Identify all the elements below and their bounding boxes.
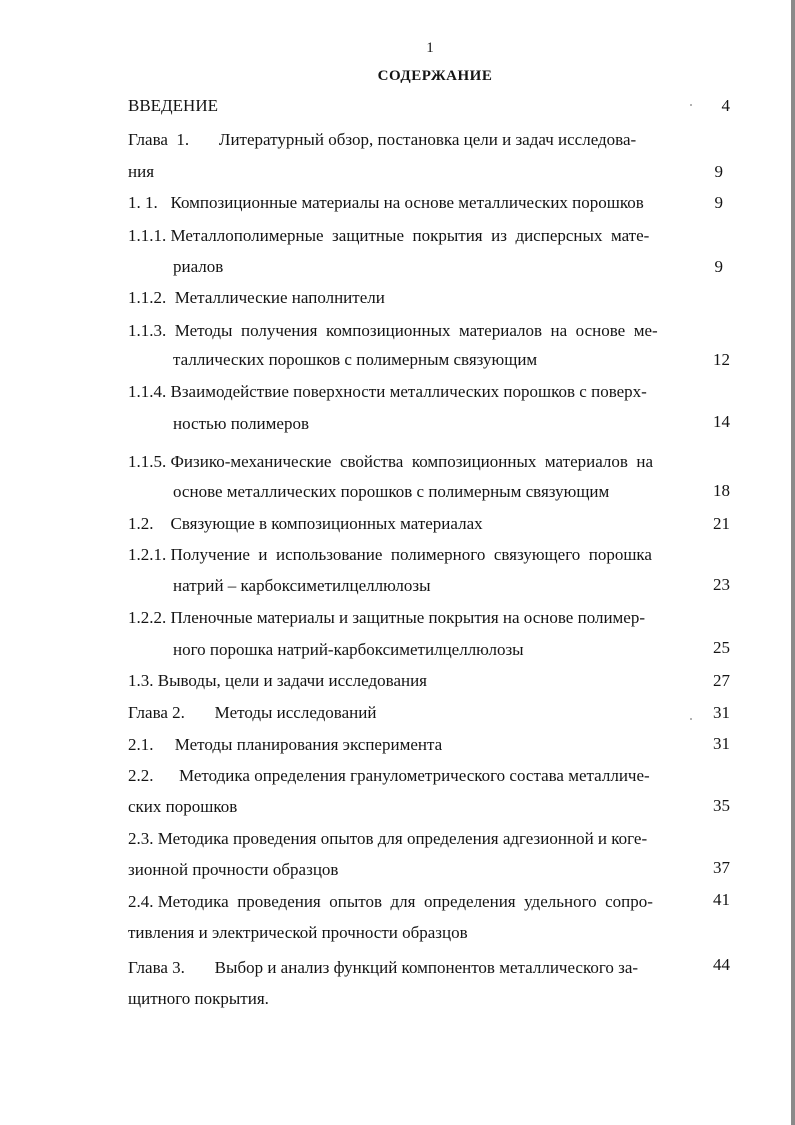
toc-entry-text: 1.1.2. Металлические наполнители <box>128 288 385 307</box>
toc-entry-text: таллических порошков с полимерным связующим <box>173 350 538 369</box>
toc-entry-text: Глава 1. Литературный обзор, постановка цели и задач исследова- <box>128 130 637 149</box>
toc-entry-text: основе металлических порошков с полимерным связующим <box>173 482 610 501</box>
toc-entry-text: 1.1.4. Взаимодействие поверхности металлических порошков с поверх- <box>128 382 647 401</box>
toc-entry-text: 1. 1. Композиционные материалы на основе металлических порошков <box>128 193 644 212</box>
toc-entry-text: зионной прочности образцов <box>128 860 339 879</box>
toc-page-number: 18 <box>713 481 730 500</box>
toc-page-number: 44 <box>713 955 730 974</box>
toc-entry-text: 1.1.5. Физико-механические свойства композиционных материалов на <box>128 452 654 471</box>
toc-entry-text: 1.3. Выводы, цели и задачи исследования <box>128 671 428 690</box>
toc-page-number: 35 <box>713 796 730 815</box>
toc-page-number: 27 <box>713 671 730 690</box>
toc-page-number: 21 <box>713 514 730 533</box>
toc-page-number: 41 <box>713 890 730 909</box>
toc-entry-text: ностью полимеров <box>173 414 309 433</box>
toc-page-number: 9 <box>714 162 723 181</box>
toc-entry-text: щитного покрытия. <box>128 989 269 1008</box>
toc-entry-text: 2.3. Методика проведения опытов для определения адгезионной и коге- <box>128 829 648 848</box>
toc-entry-text: 2.1. Методы планирования эксперимента <box>128 735 443 754</box>
toc-page-number: 9 <box>714 257 723 276</box>
toc-entry-text: 1.2. Связующие в композиционных материалах <box>128 514 483 533</box>
toc-page-number: 9 <box>714 193 723 212</box>
scan-edge <box>791 0 795 1125</box>
toc-entry-text: Глава 2. Методы исследований <box>128 703 377 722</box>
toc-page-number: 37 <box>713 858 730 877</box>
toc-entry-text: 1.1.3. Методы получения композиционных материалов на основе ме- <box>128 321 658 340</box>
toc-page-number: 14 <box>713 412 730 431</box>
toc-entry-text: 2.2. Методика определения гранулометрического состава металличе- <box>128 766 650 785</box>
toc-entry-text: риалов <box>173 257 224 276</box>
toc-title: СОДЕРЖАНИЕ <box>377 68 493 84</box>
toc-page-number: 31 <box>713 734 730 753</box>
toc-entry-text: ВВЕДЕНИЕ <box>128 96 218 115</box>
toc-page-number: 31 <box>713 703 730 722</box>
toc-entry-text: ния <box>128 162 155 181</box>
toc-entry-text: ских порошков <box>128 797 238 816</box>
page-number: 1 <box>426 40 434 56</box>
toc-page-number: 4 <box>721 96 730 115</box>
toc-entry-text: ного порошка натрий-карбоксиметилцеллюлозы <box>173 640 524 659</box>
toc-entry-text: тивления и электрической прочности образцов <box>128 923 468 942</box>
toc-page-number: 23 <box>713 575 730 594</box>
toc-entry-text: 1.1.1. Металлополимерные защитные покрытия из дисперсных мате- <box>128 226 650 245</box>
toc-entry-text: Глава 3. Выбор и анализ функций компонентов металлического за- <box>128 958 639 977</box>
toc-entry-text: 1.2.2. Пленочные материалы и защитные покрытия на основе полимер- <box>128 608 646 627</box>
toc-entry-text: 2.4. Методика проведения опытов для определения удельного сопро- <box>128 892 653 911</box>
toc-page-number: 25 <box>713 638 730 657</box>
toc-entry-text: натрий – карбоксиметилцеллюлозы <box>173 576 431 595</box>
toc-page-number: 12 <box>713 350 730 369</box>
toc-entry-text: 1.2.1. Получение и использование полимерного связующего порошка <box>128 545 652 564</box>
